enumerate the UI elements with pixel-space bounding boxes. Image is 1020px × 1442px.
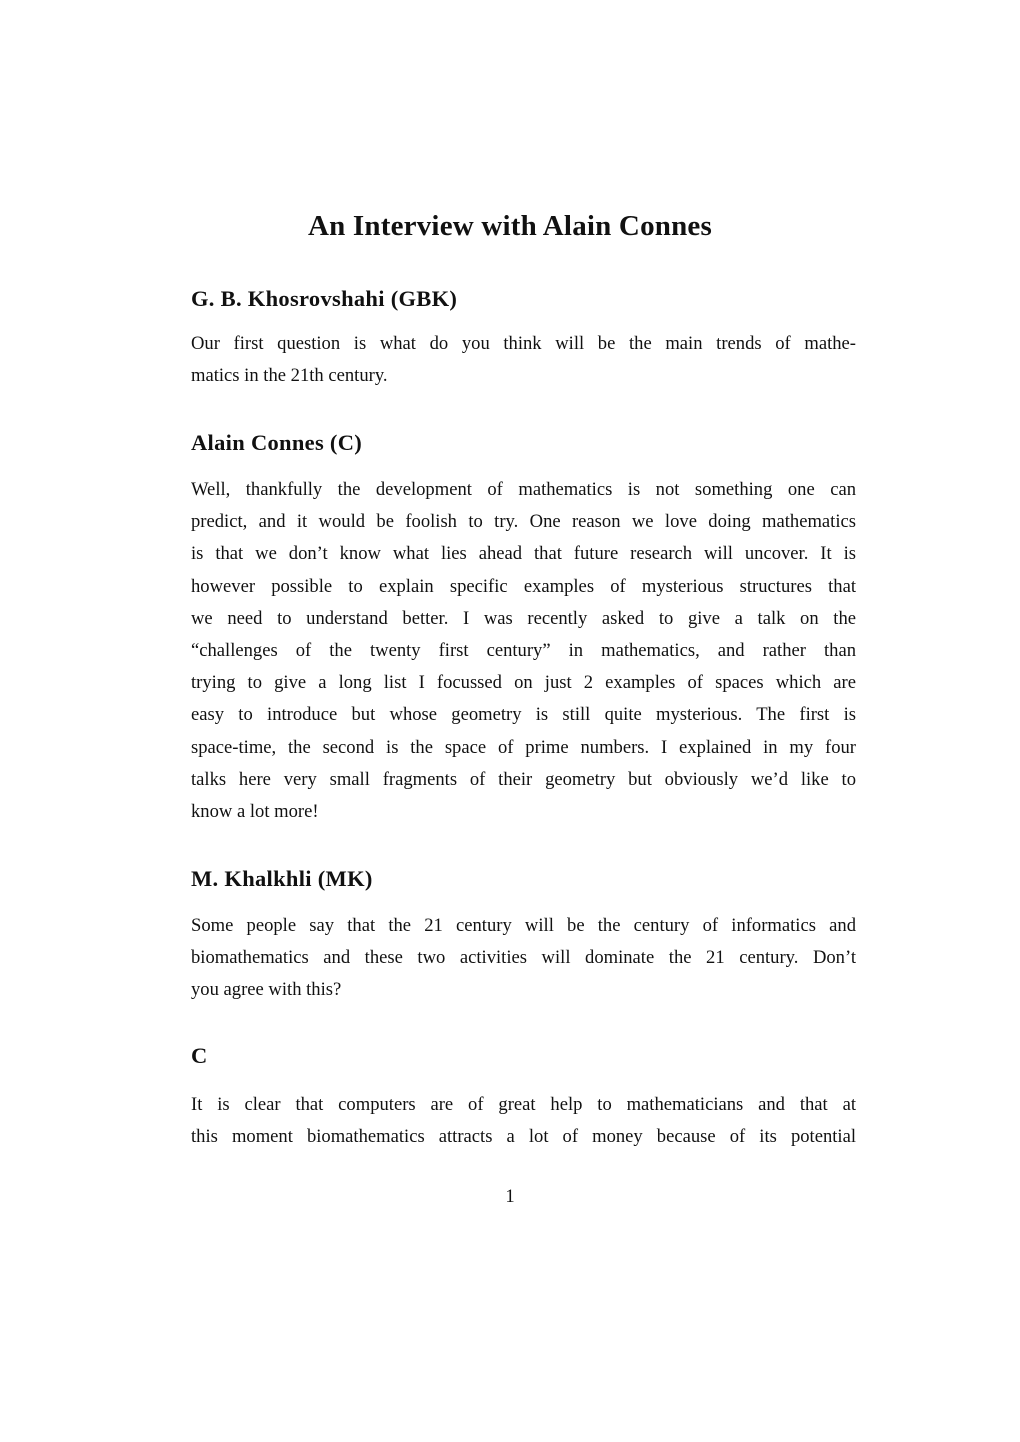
paragraph-line: easy to introduce but whose geometry is still quite mysterious. The first is (191, 704, 856, 726)
paragraph-line: Well, thankfully the development of mathematics is not something one can (191, 479, 856, 500)
paragraph-line: talks here very small fragments of their geometry but obviously we’d like to (191, 768, 856, 790)
paragraph-line: trying to give a long list I focussed on just 2 examples of spaces which are (191, 672, 856, 694)
speaker-paragraph (191, 474, 856, 828)
speaker-paragraph (191, 910, 856, 1007)
paragraph-line: matics in the 21th century. (191, 365, 388, 387)
paragraph-line: It is clear that computers are of great help to mathematicians and that at (191, 1094, 856, 1115)
paragraph-line: Some people say that the 21 century will be the century of informatics and (191, 915, 856, 936)
paragraph-line: predict, and it would be foolish to try. One reason we love doing mathematics (191, 511, 856, 533)
page-number: 1 (505, 1186, 515, 1207)
speaker-heading: Alain Connes (C) (191, 430, 363, 455)
paragraph-line: space-time, the second is the space of prime numbers. I explained in my four (191, 736, 856, 758)
speaker-paragraph (191, 328, 856, 392)
paragraph-line: however possible to explain specific examples of mysterious structures that (191, 575, 856, 597)
speaker-heading: G. B. Khosrovshahi (GBK) (191, 286, 458, 311)
speaker-paragraph (191, 1089, 856, 1153)
paragraph-line: is that we don’t know what lies ahead that future research will uncover. It is (191, 543, 856, 565)
paragraph-line: biomathematics and these two activities will dominate the 21 century. Don’t (191, 947, 856, 969)
paragraph-line: we need to understand better. I was recently asked to give a talk on the (191, 607, 856, 629)
paragraph-line: know a lot more! (191, 801, 319, 823)
speaker-heading: M. Khalkhli (MK) (191, 866, 373, 891)
document-title: An Interview with Alain Connes (308, 210, 712, 242)
paragraph-line: this moment biomathematics attracts a lot of money because of its potential (191, 1126, 856, 1148)
speaker-heading: C (191, 1043, 208, 1068)
paragraph-line: you agree with this? (191, 979, 342, 1001)
paragraph-line: “challenges of the twenty first century” in mathematics, and rather than (191, 640, 856, 662)
paragraph-line: Our first question is what do you think will be the main trends of mathe- (191, 333, 856, 354)
